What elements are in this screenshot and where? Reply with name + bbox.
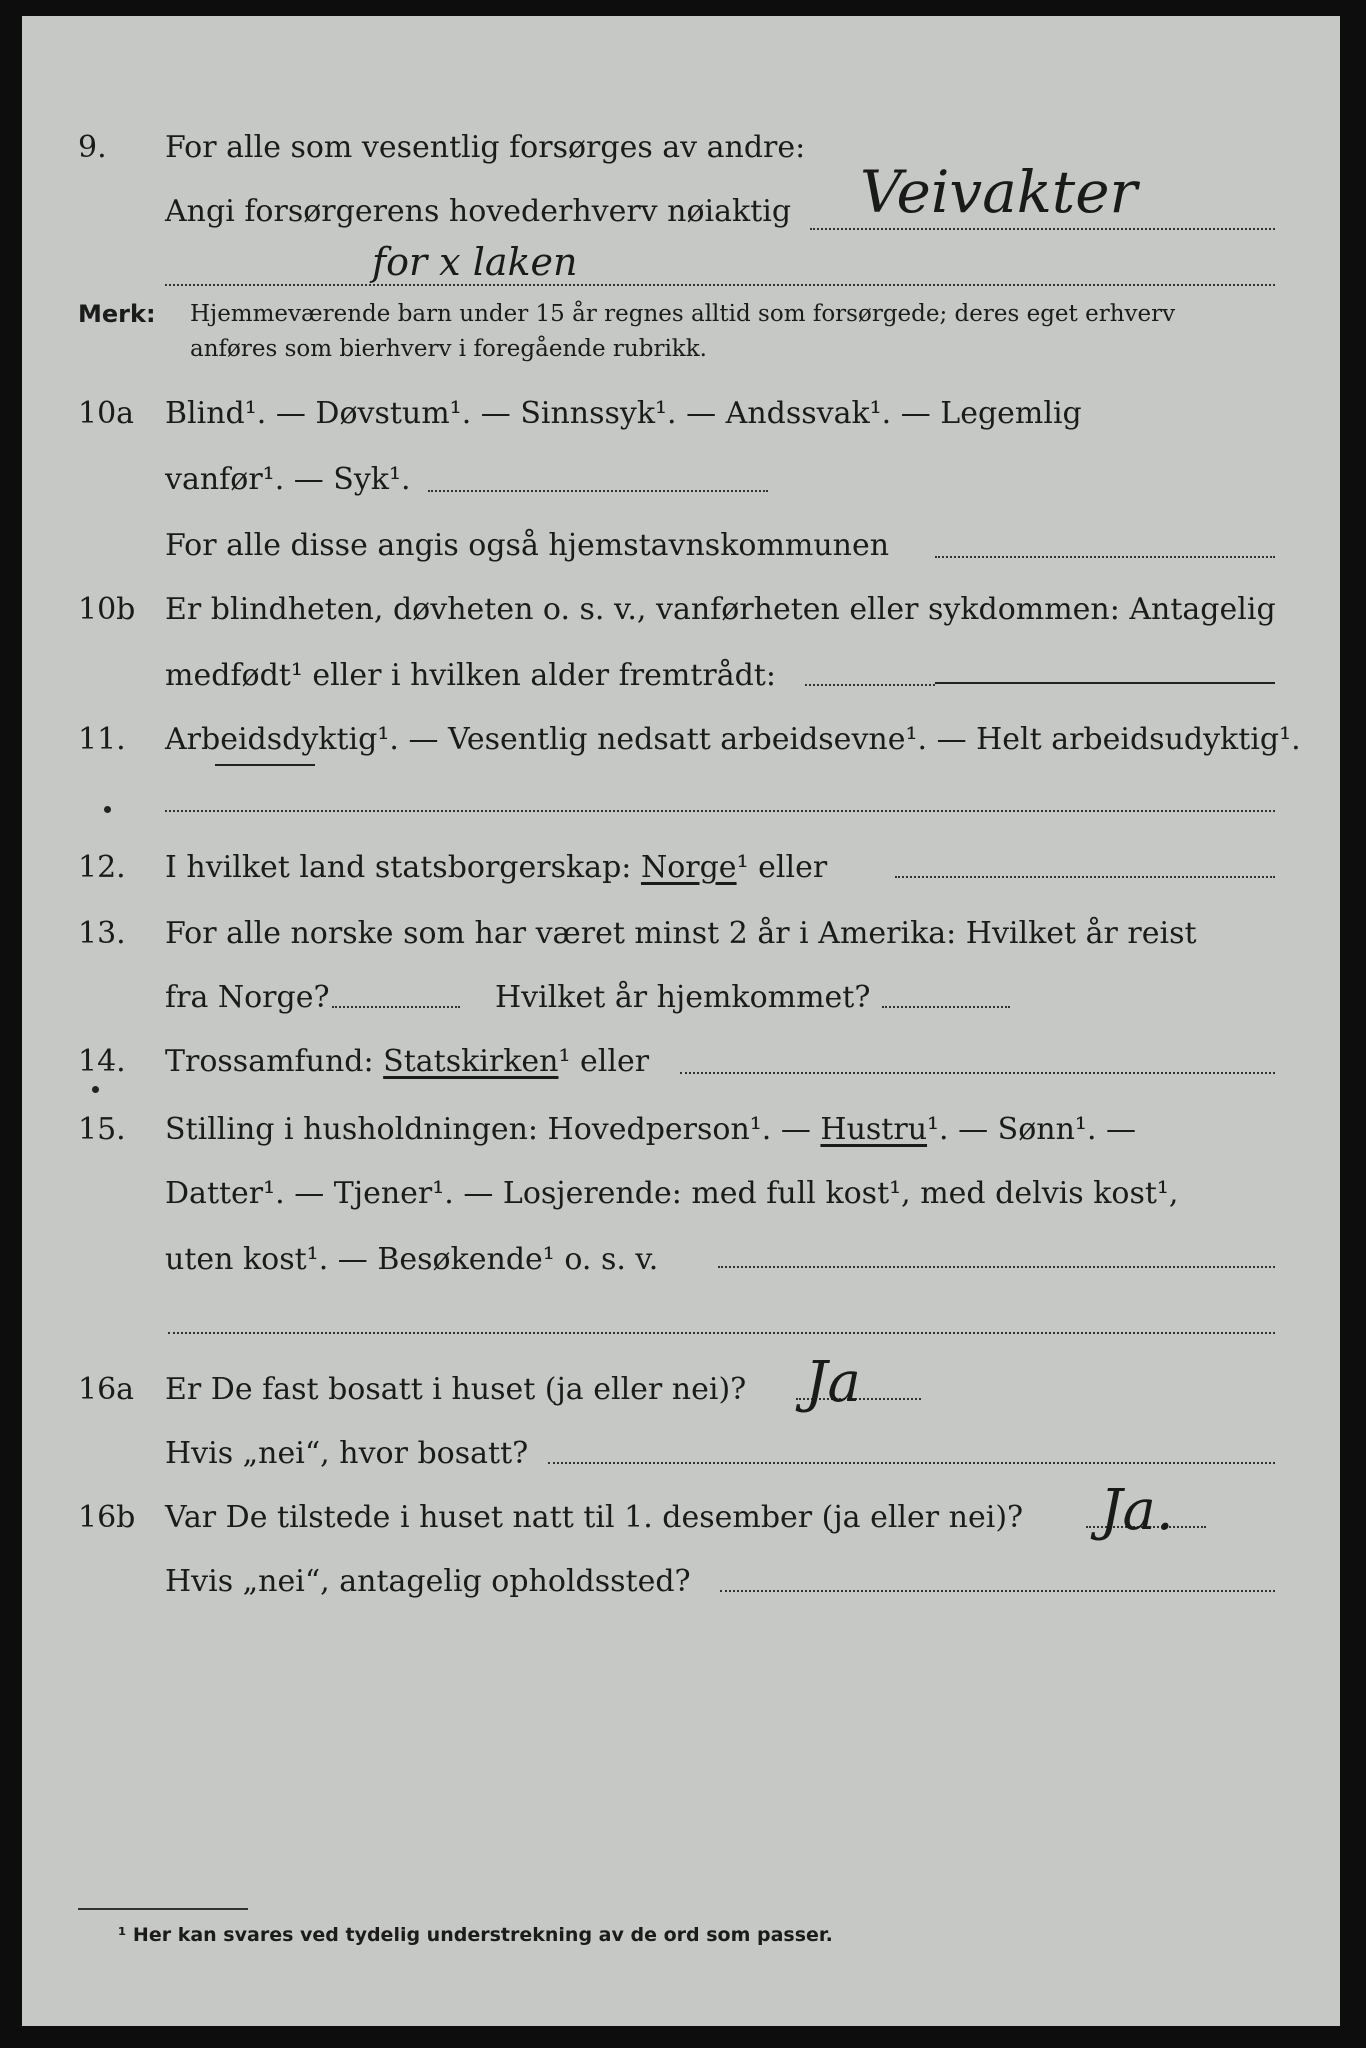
q10a-line-3: For alle disse angis også hjemstavnskommunen	[165, 528, 890, 563]
q12-post: ¹ eller	[736, 850, 828, 885]
q16a-row-1	[0, 1368, 1366, 1412]
q10a-row-3	[0, 524, 1366, 568]
q13-number: 13.	[78, 916, 126, 951]
q12-pre: I hvilket land statsborgerskap:	[165, 850, 632, 885]
footnote: ¹ Her kan svares ved tydelig understrekning av de ord som passer.	[118, 1924, 833, 1946]
q15-hustru: Hustru	[820, 1112, 928, 1147]
q16b-opholdssted-line	[720, 1590, 1275, 1592]
q12-number: 12.	[78, 850, 126, 885]
q15-answer-line-2	[168, 1332, 1275, 1334]
q10a-row-2	[0, 458, 1366, 502]
q11-row	[0, 718, 1366, 762]
q10a-number: 10a	[78, 396, 135, 431]
q9-line-1: For alle som vesentlig forsørges av andre:	[165, 130, 806, 165]
q14-text	[165, 1040, 649, 1084]
q11-underline-mark	[215, 764, 315, 766]
q11-text	[165, 718, 1301, 762]
q11-rest: ¹. — Vesentlig nedsatt arbeidsevne¹. — Helt arbeidsudyktig¹.	[377, 722, 1301, 757]
q14-row	[0, 1040, 1366, 1084]
q16b-number: 16b	[78, 1500, 136, 1535]
q12-text	[165, 846, 827, 890]
q10b-line-2: medfødt¹ eller i hvilken alder fremtrådt:	[165, 658, 776, 693]
q16b-line-2: Hvis „nei“, antagelig opholdssted?	[165, 1564, 691, 1599]
q9-line-2: Angi forsørgerens hovederhverv nøiaktig	[165, 194, 792, 229]
q14-number: 14.	[78, 1044, 126, 1079]
q13-row-2	[0, 976, 1366, 1020]
margin-dot-2	[92, 1086, 99, 1093]
q14-answer-line	[680, 1072, 1275, 1074]
q13-hjemkommet-line	[882, 1006, 1010, 1008]
q14-statskirken: Statskirken	[383, 1044, 559, 1079]
q9-number: 9.	[78, 130, 107, 165]
q16b-answer[interactable]: Ja.	[1100, 1478, 1174, 1543]
q10b-line-dotted	[805, 684, 935, 686]
q16b-row-2	[0, 1560, 1366, 1604]
merk-label: Merk:	[78, 300, 156, 328]
q12-norge: Norge	[640, 850, 737, 885]
q10a-line-1: Blind¹. — Døvstum¹. — Sinnssyk¹. — Andssvak¹. — Legemlig	[165, 396, 1082, 431]
merk-line-1: Hjemmeværende barn under 15 år regnes alltid som forsørgede; deres eget erhverv	[190, 301, 1176, 327]
q15-line-3: uten kost¹. — Besøkende¹ o. s. v.	[165, 1242, 659, 1277]
q10b-row-2	[0, 654, 1366, 698]
q15-number: 15.	[78, 1112, 126, 1147]
q15-line-1	[165, 1108, 1136, 1152]
q9-answer-2[interactable]: for x laken	[372, 240, 578, 284]
q10a-syk-line	[428, 490, 768, 492]
q10b-line-1: Er blindheten, døvheten o. s. v., vanførheten eller sykdommen: Antagelig	[165, 592, 1276, 627]
q10a-line-2: vanfør¹. — Syk¹.	[165, 462, 411, 497]
q15-line-1b: ¹. — Sønn¹. —	[927, 1112, 1137, 1147]
q12-answer-line	[895, 876, 1275, 878]
q13-row-1	[0, 912, 1366, 956]
q15-row-2	[0, 1172, 1366, 1216]
q12-row	[0, 846, 1366, 890]
q10a-hjemstavn-line	[935, 556, 1275, 558]
q16a-line-2: Hvis „nei“, hvor bosatt?	[165, 1436, 529, 1471]
q16a-number: 16a	[78, 1372, 135, 1407]
q13-reist-line	[332, 1006, 460, 1008]
margin-dot-1	[104, 806, 111, 813]
q16b-line-1: Var De tilstede i huset natt til 1. desember (ja eller nei)?	[165, 1500, 1024, 1535]
q10b-row-1	[0, 588, 1366, 632]
q16a-row-2	[0, 1432, 1366, 1476]
q15-line-1a: Stilling i husholdningen: Hovedperson¹. —	[165, 1112, 811, 1147]
q15-row-3	[0, 1238, 1366, 1282]
q10b-line-solid	[935, 682, 1275, 684]
q11-arbeidsdyktig: Arbeidsdyktig	[165, 722, 378, 757]
q11-answer-line	[165, 810, 1275, 812]
q14-pre: Trossamfund:	[165, 1044, 374, 1079]
footnote-rule	[78, 1908, 248, 1910]
q16a-hvor-line	[548, 1462, 1275, 1464]
q16a-line-1: Er De fast bosatt i huset (ja eller nei)?	[165, 1372, 747, 1407]
q13-line-2b: Hvilket år hjemkommet?	[495, 980, 871, 1015]
q9-answer-1[interactable]: Veivakter	[860, 158, 1138, 226]
q10b-number: 10b	[78, 592, 136, 627]
q13-line-1: For alle norske som har været minst 2 år i Amerika: Hvilket år reist	[165, 916, 1197, 951]
q9-row-1	[0, 126, 1366, 170]
q9-answer-line-2	[165, 284, 1275, 286]
q15-answer-line-1	[718, 1266, 1275, 1268]
merk-line-2: anføres som bierhverv i foregående rubrikk.	[190, 336, 707, 362]
q15-row-1	[0, 1108, 1366, 1152]
q10a-row-1	[0, 392, 1366, 436]
q16a-answer[interactable]: Ja	[805, 1350, 861, 1415]
q13-line-2a: fra Norge?	[165, 980, 330, 1015]
q9-answer-line-1	[810, 228, 1275, 230]
q11-number: 11.	[78, 722, 126, 757]
q15-line-2: Datter¹. — Tjener¹. — Losjerende: med full kost¹, med delvis kost¹,	[165, 1176, 1179, 1211]
q14-post: ¹ eller	[558, 1044, 650, 1079]
